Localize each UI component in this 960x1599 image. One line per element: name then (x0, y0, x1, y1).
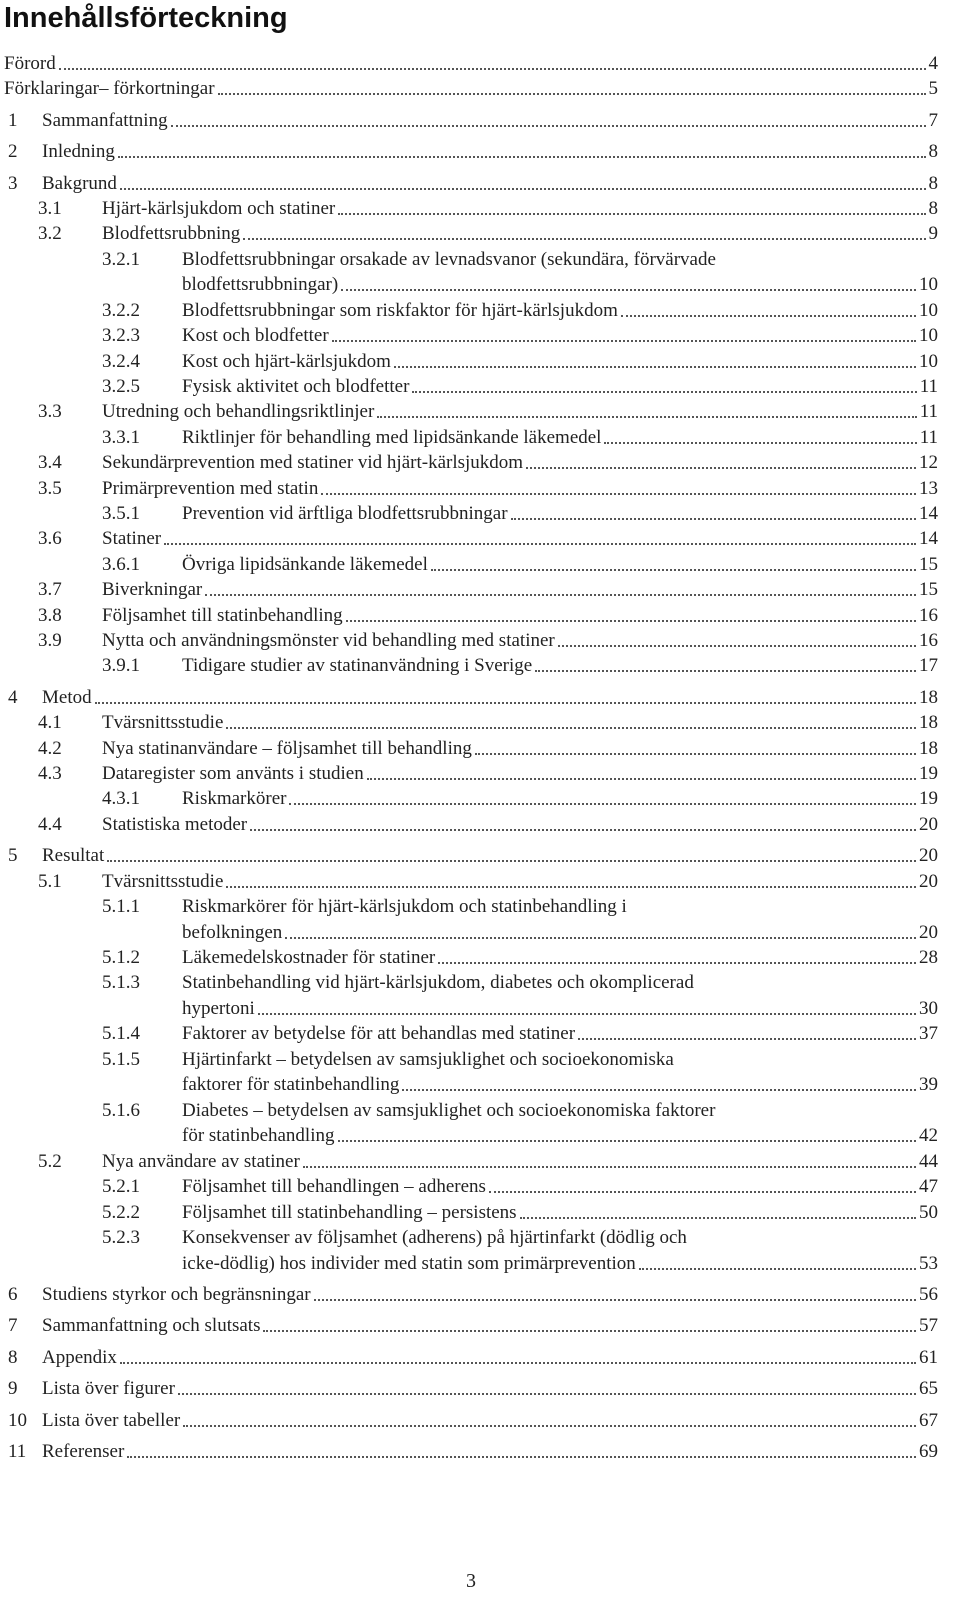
toc-entry-number: 3 (8, 172, 18, 194)
dot-leader (438, 962, 916, 964)
toc-entry-title: Tidigare studier av statinanvändning i Sverige (182, 655, 533, 677)
dot-leader (59, 68, 926, 70)
toc-entry-title: Förord (4, 53, 56, 74)
toc-entry[interactable] (0, 1345, 960, 1371)
dot-leader (171, 125, 926, 127)
toc-entry-page: 10 (919, 299, 938, 321)
dot-leader (303, 1166, 916, 1168)
dot-leader (218, 93, 926, 95)
toc-entry-page: 42 (919, 1125, 938, 1147)
toc-entry-title: Förklaringar– förkortningar (4, 78, 215, 100)
toc-entry-title: Sammanfattning och slutsats (42, 1315, 261, 1337)
toc-entry-title: Metod (42, 686, 92, 708)
dot-leader (205, 594, 916, 596)
toc-entry-number: 4.3 (38, 763, 62, 784)
toc-entry[interactable] (0, 196, 960, 222)
toc-entry[interactable] (0, 399, 960, 425)
toc-entry-number: 6 (8, 1284, 18, 1305)
dot-leader (258, 1013, 916, 1015)
toc-entry[interactable] (0, 501, 960, 527)
toc-entry[interactable] (0, 1047, 960, 1099)
dot-leader (226, 727, 916, 729)
dot-leader (346, 620, 916, 622)
toc-entry-number: 3.9 (38, 630, 62, 651)
toc-entry[interactable] (0, 76, 960, 102)
toc-entry-title: Blodfettsrubbningar som riskfaktor för hjärt-kärlsjukdom (182, 299, 618, 321)
toc-entry-title: Kost och blodfetter (182, 325, 329, 347)
toc-entry-title: Diabetes – betydelsen av samsjuklighet och socioekonomiska faktorer (182, 1099, 716, 1121)
toc-entry-number: 4.1 (38, 712, 62, 734)
toc-entry-page: 19 (919, 788, 938, 810)
dot-leader (120, 1362, 916, 1364)
toc-entry-title: Nytta och användningsmönster vid behandling med statiner (102, 630, 555, 651)
dot-leader (338, 1140, 917, 1142)
toc-entry-number: 9 (8, 1378, 18, 1400)
toc-entry-page: 47 (919, 1176, 938, 1198)
toc-entry-title: Följsamhet till statinbehandling (102, 604, 343, 626)
toc-entry-number: 4.2 (38, 737, 62, 759)
toc-entry-number: 3.2 (38, 223, 62, 245)
toc-entry-number: 5.1 (38, 870, 62, 892)
toc-entry-number: 5.1.3 (102, 972, 140, 994)
dot-leader (164, 543, 916, 545)
toc-entry-page: 14 (919, 528, 938, 550)
toc-entry-title: Kost och hjärt-kärlsjukdom (182, 350, 391, 372)
toc-entry-title: Faktorer av betydelse för att behandlas med statiner (182, 1023, 576, 1045)
toc-entry[interactable] (0, 221, 960, 247)
toc-entry-title: Sammanfattning (42, 109, 168, 131)
toc-entry-page: 18 (919, 737, 938, 759)
toc-entry[interactable] (0, 1408, 960, 1434)
toc-entry-number: 5.2.3 (102, 1227, 140, 1248)
toc-entry-page: 5 (928, 78, 938, 100)
toc-entry-title: Inledning (42, 141, 115, 163)
toc-entry-title: Blodfettsrubbningar orsakade av levnadsvanor (sekundära, förvärvade (182, 248, 716, 270)
toc-entry-number: 2 (8, 141, 18, 163)
toc-entry[interactable] (0, 526, 960, 552)
toc-entry-title-continuation: för statinbehandling (182, 1125, 335, 1147)
toc-entry-number: 8 (8, 1346, 18, 1368)
toc-entry-title-continuation: faktorer för statinbehandling (182, 1074, 400, 1096)
toc-entry-title: Lista över figurer (42, 1378, 175, 1400)
toc-entry-title: Statiner (102, 528, 162, 550)
toc-entry-title: Statistiska metoder (102, 813, 248, 835)
toc-entry[interactable] (0, 108, 960, 134)
toc-entry-number: 3.2.4 (102, 350, 140, 372)
toc-entry-page: 18 (919, 712, 938, 734)
toc-entry-number: 11 (8, 1441, 27, 1462)
toc-entry[interactable] (0, 628, 960, 654)
toc-entry-title: Studiens styrkor och begränsningar (42, 1284, 311, 1305)
toc-entry-number: 3.3 (38, 401, 62, 423)
toc-entry-page: 56 (919, 1284, 938, 1305)
toc-entry-page: 39 (919, 1074, 938, 1096)
toc-entry[interactable] (0, 761, 960, 787)
toc-entry-number: 5.1.1 (102, 896, 140, 917)
toc-entry[interactable] (0, 710, 960, 736)
toc-entry-title: Prevention vid ärftliga blodfettsrubbningar (182, 503, 508, 524)
dot-leader (285, 937, 916, 939)
toc-entry-page: 44 (919, 1150, 938, 1172)
toc-entry-page: 20 (919, 921, 938, 943)
toc-entry-number: 3.2.5 (102, 376, 140, 397)
toc-entry[interactable] (0, 843, 960, 869)
toc-entry-title: Appendix (42, 1346, 117, 1368)
toc-entry-title-continuation: icke-dödlig) hos individer med statin som primärprevention (182, 1252, 636, 1274)
toc-entry[interactable] (0, 577, 960, 603)
toc-entry-number: 5.2.1 (102, 1176, 140, 1198)
toc-entry-title: Primärprevention med statin (102, 477, 319, 499)
toc-entry-number: 3.6.1 (102, 553, 140, 575)
toc-entry[interactable] (0, 450, 960, 476)
toc-entry-page: 15 (919, 579, 938, 601)
dot-leader (289, 803, 916, 805)
toc-entry-title: Konsekvenser av följsamhet (adherens) på hjärtinfarkt (dödlig och (182, 1227, 687, 1248)
toc-entry-number: 3.3.1 (102, 426, 140, 448)
toc-entry-page: 18 (919, 686, 938, 708)
toc-entry-title: Tvärsnittsstudie (102, 870, 224, 892)
dot-leader (226, 886, 916, 888)
toc-entry-number: 5.1.4 (102, 1023, 140, 1045)
toc-entry-number: 7 (8, 1315, 18, 1337)
toc-entry[interactable] (0, 1098, 960, 1150)
toc-entry-page: 15 (919, 553, 938, 575)
dot-leader (412, 391, 916, 393)
toc-entry[interactable] (0, 476, 960, 502)
toc-entry-number: 3.5.1 (102, 503, 140, 524)
toc-entry-title-continuation: befolkningen (182, 921, 283, 943)
dot-leader (118, 156, 926, 158)
toc-entry-number: 1 (8, 109, 18, 131)
toc-entry-page: 10 (919, 325, 938, 347)
dot-leader (402, 1089, 916, 1091)
toc-entry-page: 20 (919, 870, 938, 892)
toc-entry[interactable] (0, 685, 960, 711)
dot-leader (639, 1268, 916, 1270)
toc-entry[interactable] (0, 869, 960, 895)
dot-leader (431, 569, 916, 571)
toc-entry-number: 5.2.2 (102, 1201, 140, 1223)
toc-entry-title-continuation: blodfettsrubbningar) (182, 274, 339, 296)
toc-entry[interactable] (0, 603, 960, 629)
toc-entry[interactable] (0, 812, 960, 838)
toc-entry-page: 20 (919, 813, 938, 835)
toc-entry-page: 8 (928, 172, 938, 194)
toc-entry-page: 17 (919, 655, 938, 677)
toc-entry[interactable] (0, 298, 960, 324)
toc-entry-page: 4 (928, 53, 938, 74)
toc-entry[interactable] (0, 1149, 960, 1175)
dot-leader (107, 860, 916, 862)
toc-entry-title: Följsamhet till behandlingen – adherens (182, 1176, 486, 1198)
dot-leader (250, 829, 916, 831)
toc-entry-page: 11 (919, 426, 938, 448)
dot-leader (526, 467, 916, 469)
toc-entry-number: 4.3.1 (102, 788, 140, 810)
dot-leader (604, 442, 916, 444)
toc-entry-number: 4 (8, 686, 18, 708)
toc-entry-title: Blodfettsrubbning (102, 223, 241, 245)
toc-entry-page: 30 (919, 997, 938, 1019)
toc-entry[interactable] (0, 425, 960, 451)
toc-entry-title: Hjärtinfarkt – betydelsen av samsjuklighet och socioekonomiska (182, 1048, 674, 1070)
toc-entry-page: 19 (919, 763, 938, 784)
toc-entry-number: 3.2.1 (102, 248, 140, 270)
toc-entry-page: 11 (919, 401, 938, 423)
toc-entry[interactable] (0, 51, 960, 77)
toc-entry[interactable] (0, 1225, 960, 1277)
toc-entry-number: 5.2 (38, 1150, 62, 1172)
toc-entry[interactable] (0, 736, 960, 762)
dot-leader (489, 1191, 916, 1193)
toc-entry-number: 3.8 (38, 604, 62, 626)
toc-entry-title: Riktlinjer för behandling med lipidsänkande läkemedel (182, 426, 602, 448)
toc-entry[interactable] (0, 323, 960, 349)
toc-entry-page: 11 (919, 376, 938, 397)
toc-entry-title: Läkemedelskostnader för statiner (182, 947, 436, 968)
dot-leader (183, 1425, 916, 1427)
toc-entry-number: 10 (8, 1409, 27, 1431)
toc-entry-title: Bakgrund (42, 172, 117, 194)
toc-entry[interactable] (0, 1174, 960, 1200)
toc-entry-page: 67 (919, 1409, 938, 1431)
toc-entry-title: Fysisk aktivitet och blodfetter (182, 376, 410, 397)
dot-leader (332, 340, 916, 342)
toc-entry-page: 10 (919, 350, 938, 372)
dot-leader (520, 1217, 916, 1219)
toc-entry-title: Referenser (42, 1441, 125, 1462)
toc-entry-page: 28 (919, 947, 938, 968)
toc-entry-page: 12 (919, 452, 938, 474)
toc-entry-title: Utredning och behandlingsriktlinjer (102, 401, 375, 423)
toc-entry[interactable] (0, 1439, 960, 1465)
toc-entry-number: 3.6 (38, 528, 62, 550)
toc-entry-number: 5 (8, 845, 18, 867)
toc-entry[interactable] (0, 349, 960, 375)
toc-entry[interactable] (0, 1282, 960, 1308)
toc-entry-page: 53 (919, 1252, 938, 1274)
toc-entry-title: Tvärsnittsstudie (102, 712, 224, 734)
toc-entry-page: 16 (919, 630, 938, 651)
toc-entry[interactable] (0, 552, 960, 578)
toc-entry[interactable] (0, 374, 960, 400)
toc-entry-page: 37 (919, 1023, 938, 1045)
dot-leader (178, 1393, 916, 1395)
toc-entry-number: 3.1 (38, 198, 62, 219)
dot-leader (314, 1299, 916, 1301)
toc-entry-number: 3.5 (38, 477, 62, 499)
toc-entry[interactable] (0, 1021, 960, 1047)
toc-entry[interactable] (0, 1376, 960, 1402)
toc-entry-number: 3.2.3 (102, 325, 140, 347)
dot-leader (558, 645, 916, 647)
toc-heading: Innehållsförteckning (4, 2, 288, 34)
toc-entry-number: 5.1.6 (102, 1099, 140, 1121)
dot-leader (511, 518, 916, 520)
toc-entry-title: Nya användare av statiner (102, 1150, 300, 1172)
dot-leader (95, 702, 916, 704)
toc-entry-page: 16 (919, 604, 938, 626)
toc-entry[interactable] (0, 139, 960, 165)
toc-entry-title: Hjärt-kärlsjukdom och statiner (102, 198, 336, 219)
toc-entry-page: 10 (919, 274, 938, 296)
toc-entry-page: 65 (919, 1378, 938, 1400)
toc-entry-number: 3.2.2 (102, 299, 140, 321)
toc-entry-title: Statinbehandling vid hjärt-kärlsjukdom, diabetes och okomplicerad (182, 972, 694, 994)
dot-leader (377, 416, 916, 418)
toc-entry-page: 61 (919, 1346, 938, 1368)
toc-entry[interactable] (0, 1313, 960, 1339)
toc-entry-page: 20 (919, 845, 938, 867)
toc-entry-number: 3.9.1 (102, 655, 140, 677)
dot-leader (578, 1038, 916, 1040)
toc-entry-number: 5.1.5 (102, 1048, 140, 1070)
toc-entry-title: Följsamhet till statinbehandling – persistens (182, 1201, 517, 1223)
toc-entry-number: 4.4 (38, 813, 62, 835)
dot-leader (127, 1456, 916, 1458)
toc-entry-title: Nya statinanvändare – följsamhet till behandling (102, 737, 472, 759)
toc-entry-page: 57 (919, 1315, 938, 1337)
dot-leader (263, 1330, 916, 1332)
toc-entry-page: 9 (928, 223, 938, 245)
dot-leader (367, 778, 916, 780)
dot-leader (394, 366, 916, 368)
dot-leader (321, 493, 916, 495)
toc-entry-page: 50 (919, 1201, 938, 1223)
toc-entry-title: Biverkningar (102, 579, 203, 601)
toc-entry-number: 3.4 (38, 452, 62, 474)
dot-leader (535, 670, 916, 672)
toc-entry-title: Övriga lipidsänkande läkemedel (182, 553, 428, 575)
toc-entry-number: 3.7 (38, 579, 62, 601)
toc-entry-number: 5.1.2 (102, 947, 140, 968)
toc-entry-page: 14 (919, 503, 938, 524)
toc-entry-title: Resultat (42, 845, 105, 867)
toc-entry[interactable] (0, 653, 960, 679)
toc-entry[interactable] (0, 1200, 960, 1226)
page-number: 3 (466, 1570, 476, 1592)
toc-entry-page: 7 (928, 109, 938, 131)
toc-entry-title-continuation: hypertoni (182, 997, 255, 1019)
dot-leader (341, 289, 916, 291)
dot-leader (475, 753, 916, 755)
toc-entry-page: 13 (919, 477, 938, 499)
toc-entry[interactable] (0, 970, 960, 1022)
toc-entry[interactable] (0, 945, 960, 971)
toc-entry-title: Lista över tabeller (42, 1409, 181, 1431)
dot-leader (243, 238, 925, 240)
toc-entry-title: Riskmarkörer för hjärt-kärlsjukdom och statinbehandling i (182, 896, 627, 917)
dot-leader (338, 213, 925, 215)
dot-leader (120, 188, 926, 190)
toc-entry-page: 8 (928, 198, 938, 219)
toc-entry-title: Dataregister som använts i studien (102, 763, 364, 784)
toc-entry[interactable] (0, 786, 960, 812)
toc-entry-title: Riskmarkörer (182, 788, 287, 810)
toc-entry[interactable] (0, 171, 960, 197)
toc-entry-page: 8 (928, 141, 938, 163)
toc-entry-page: 69 (919, 1441, 938, 1462)
dot-leader (621, 315, 916, 317)
toc-entry[interactable] (0, 247, 960, 299)
toc-entry[interactable] (0, 894, 960, 946)
toc-entry-title: Sekundärprevention med statiner vid hjärt-kärlsjukdom (102, 452, 524, 474)
